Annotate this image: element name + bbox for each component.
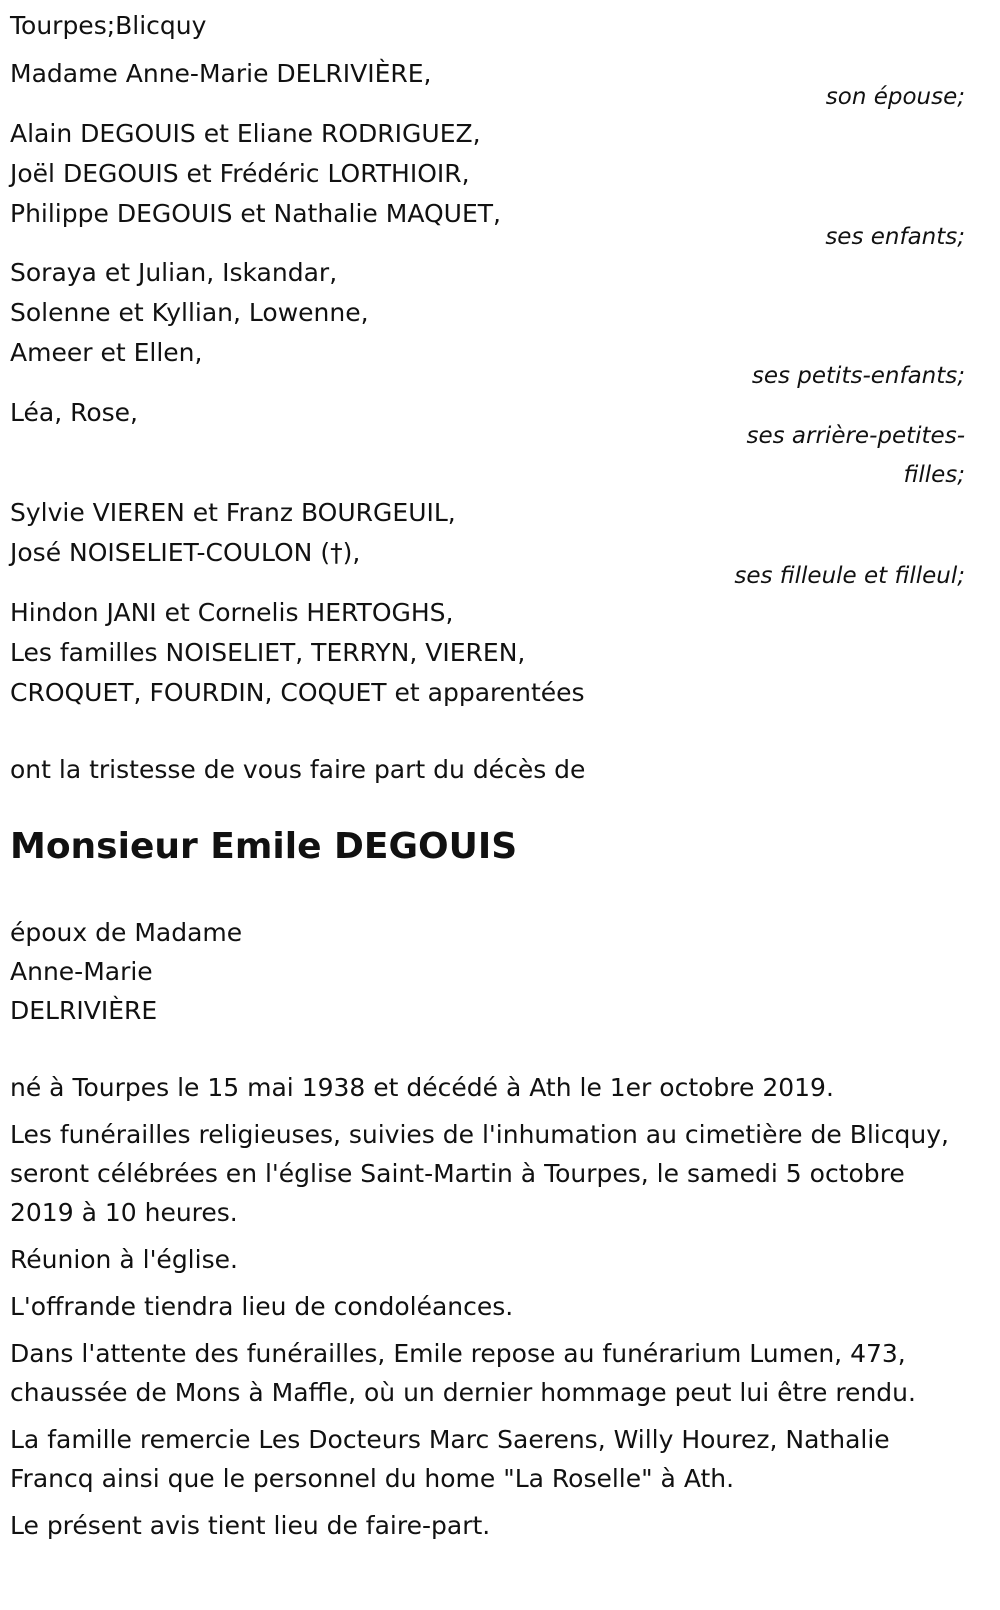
- family-group-spouse: [10, 54, 965, 117]
- family-name-line: Soraya et Julian, Iskandar,: [10, 258, 338, 287]
- family-name-line: Les familles NOISELIET, TERRYN, VIEREN,: [10, 638, 526, 667]
- family-name-line: Joël DEGOUIS et Frédéric LORTHIOIR,: [10, 159, 470, 188]
- spouse-of-block: [10, 913, 242, 1030]
- place-line: Tourpes;Blicquy: [10, 11, 207, 40]
- relation-label: ses petits-enfants;: [751, 363, 965, 389]
- family-name-line: Ameer et Ellen,: [10, 338, 203, 367]
- condolences-paragraph: L'offrande tiendra lieu de condoléances.: [10, 1292, 514, 1321]
- details-block: [10, 1068, 970, 1553]
- thanks-paragraph: La famille remercie Les Docteurs Marc Saerens, Willy Hourez, Nathalie Francq ainsi que le personnel du home "La Roselle" à Ath.: [10, 1425, 890, 1493]
- birth-death-paragraph: né à Tourpes le 15 mai 1938 et décédé à Ath le 1er octobre 2019.: [10, 1073, 834, 1102]
- spouse-line: DELRIVIÈRE: [10, 996, 158, 1025]
- relation-label: son épouse;: [825, 84, 965, 110]
- family-name-line: Alain DEGOUIS et Eliane RODRIGUEZ,: [10, 119, 481, 148]
- relation-label-line: ses arrière-petites-: [746, 423, 965, 449]
- family-group-children: [10, 114, 965, 257]
- relation-label: ses filleule et filleul;: [734, 563, 965, 589]
- family-group-grandchildren: [10, 253, 965, 396]
- meeting-paragraph: Réunion à l'église.: [10, 1245, 238, 1274]
- family-name-line: Léa, Rose,: [10, 398, 138, 427]
- funeral-paragraph: Les funérailles religieuses, suivies de l'inhumation au cimetière de Blicquy, seront célébrées en l'église Saint-Martin à Tourpes, le samedi 5 octobre 2019 à 10 heures.: [10, 1120, 949, 1227]
- deceased-name: Monsieur Emile DEGOUIS: [10, 826, 518, 867]
- spouse-line: époux de Madame: [10, 918, 243, 947]
- family-name-line: Madame Anne-Marie DELRIVIÈRE,: [10, 59, 432, 88]
- family-name-line: Philippe DEGOUIS et Nathalie MAQUET,: [10, 199, 501, 228]
- family-name-line: Hindon JANI et Cornelis HERTOGHS,: [10, 598, 454, 627]
- family-group-great-grandchildren: [10, 393, 965, 495]
- family-group-godchildren: [10, 493, 965, 596]
- family-name-line: Solenne et Kyllian, Lowenne,: [10, 298, 369, 327]
- funerarium-paragraph: Dans l'attente des funérailles, Emile repose au funérarium Lumen, 473, chaussée de Mons à Maffle, où un dernier hommage peut lui être rendu.: [10, 1339, 916, 1407]
- announcement-text: ont la tristesse de vous faire part du décès de: [10, 755, 586, 784]
- family-group-relatives: [10, 593, 965, 713]
- notice-paragraph: Le présent avis tient lieu de faire-part.: [10, 1511, 491, 1540]
- relation-label-line: filles;: [903, 462, 965, 488]
- family-name-line: José NOISELIET-COULON (†),: [10, 538, 361, 567]
- family-name-line: CROQUET, FOURDIN, COQUET et apparentées: [10, 678, 585, 707]
- family-name-line: Sylvie VIEREN et Franz BOURGEUIL,: [10, 498, 456, 527]
- relation-label: ses enfants;: [825, 224, 965, 250]
- spouse-line: Anne-Marie: [10, 957, 153, 986]
